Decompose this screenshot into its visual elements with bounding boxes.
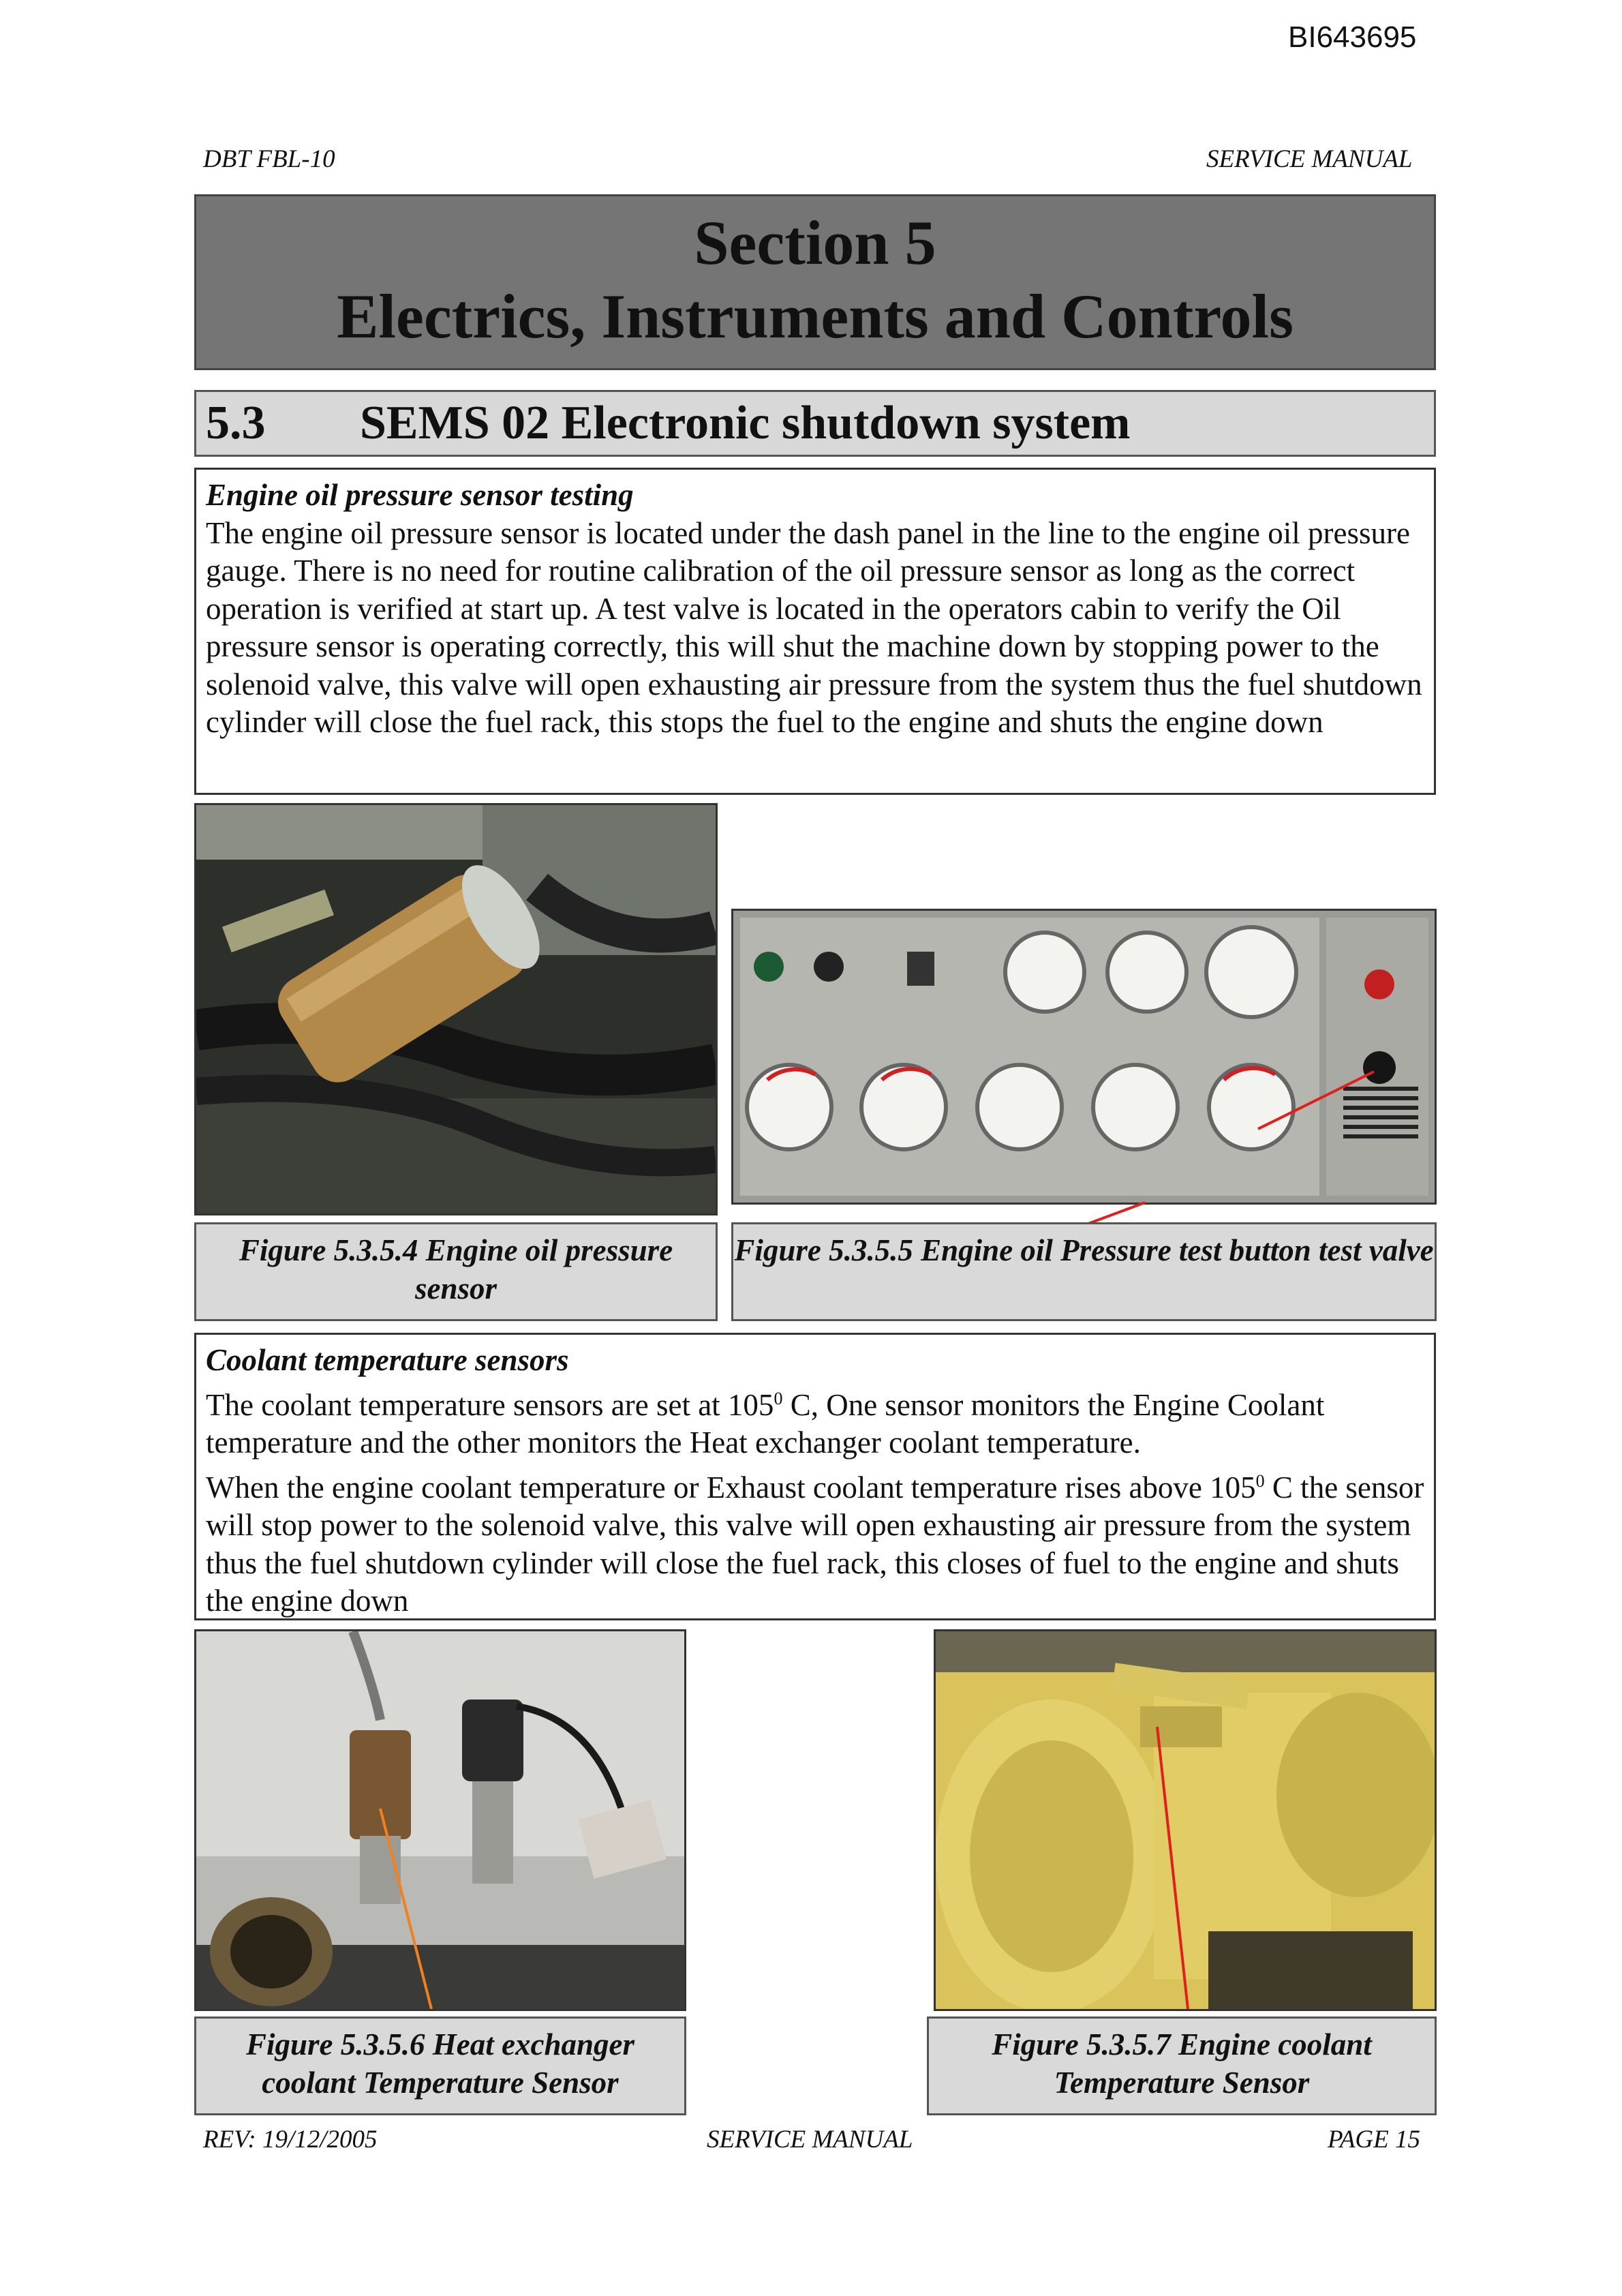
section-number: Section 5 (694, 208, 936, 277)
coolant-paragraph-1: The coolant temperature sensors are set at $105^0$ C, One sensor monitors the Engine Coolant temperature and the other monitors the Heat exchanger coolant temperature. (206, 1387, 1325, 1460)
section-title-banner (194, 194, 1436, 370)
figure-5-3-5-5-caption: Figure 5.3.5.5 Engine oil Pressure test button test valve (731, 1222, 1437, 1321)
gauge-panel-photo (731, 909, 1437, 1205)
section-title: Electrics, Instruments and Controls (337, 282, 1294, 351)
footer-manual: SERVICE MANUAL (707, 2126, 913, 2154)
heat-exchanger-sensor-photo (194, 1629, 686, 2011)
header-manual: SERVICE MANUAL (1206, 145, 1413, 173)
coolant-heading: Coolant temperature sensors (206, 1343, 569, 1377)
figure-5-3-5-6-caption: Figure 5.3.5.6 Heat exchanger coolant Temperature Sensor (194, 2016, 686, 2115)
footer-page-number: PAGE 15 (1328, 2126, 1421, 2154)
subsection-heading (194, 390, 1436, 457)
subsection-number: 5.3 (206, 397, 266, 449)
coolant-paragraph-2: When the engine coolant temperature or Exhaust coolant temperature rises above $105^0$ C the sensor will stop power to the solenoid valve, this valve will open exhausting air pressure from the system thus the fuel shutdown cylinder will close the fuel rack, this closes of fuel to the engine and shuts the engine down (206, 1470, 1424, 1618)
footer-revision: REV: 19/12/2005 (203, 2126, 378, 2154)
oil-pressure-body: The engine oil pressure sensor is located under the dash panel in the line to the engine oil pressure gauge. There is no need for routine calibration of the oil pressure sensor as long as the correct operation is verified at start up. A test valve is located in the operators cabin to verify the Oil pressure sensor is operating correctly, this will shut the machine down by stopping power to the solenoid valve, this valve will open exhausting air pressure from the system thus the fuel shutdown cylinder will close the fuel rack, this stops the fuel to the engine and shuts the engine down (206, 515, 1422, 739)
oil-pressure-text-box (194, 468, 1436, 795)
document-id: BI643695 (1288, 20, 1417, 54)
subsection-title: SEMS 02 Electronic shutdown system (360, 397, 1131, 449)
engine-oil-pressure-sensor-photo (194, 803, 718, 1215)
header-model: DBT FBL-10 (203, 145, 335, 173)
coolant-text-box (194, 1333, 1436, 1620)
figure-5-3-5-7-caption: Figure 5.3.5.7 Engine coolant Temperature Sensor (927, 2016, 1437, 2115)
oil-pressure-heading: Engine oil pressure sensor testing (206, 478, 634, 512)
figure-5-3-5-4-caption: Figure 5.3.5.4 Engine oil pressure sensor (194, 1222, 718, 1321)
engine-coolant-sensor-photo (934, 1629, 1437, 2011)
